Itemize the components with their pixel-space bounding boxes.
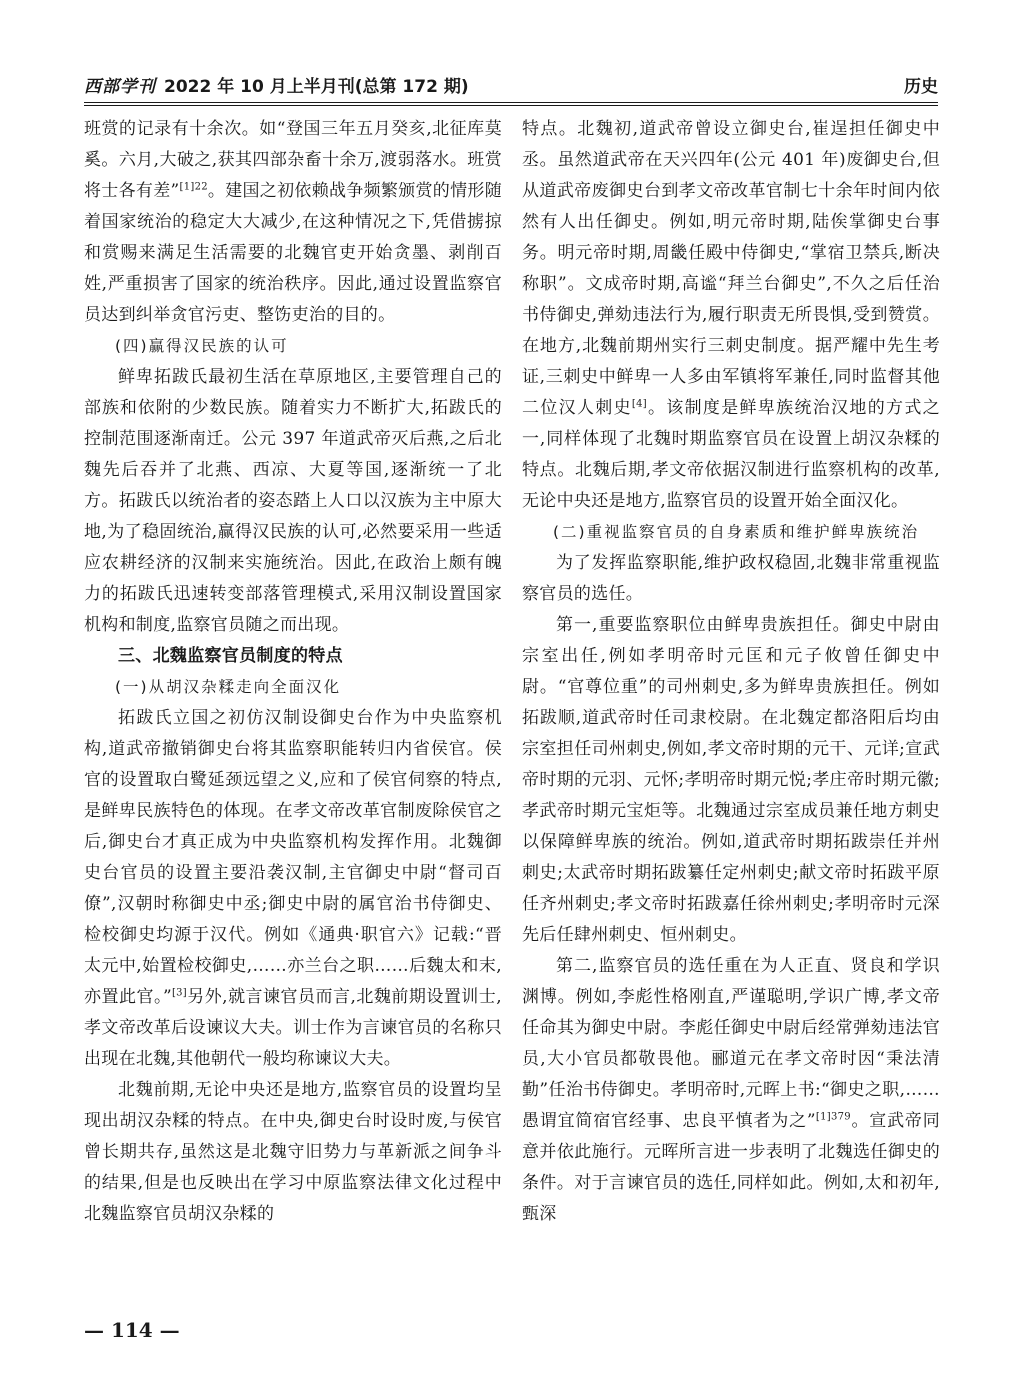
left-column [84,114,502,1334]
paragraph [84,1075,502,1230]
running-header [84,72,938,98]
paragraph-text-after-ref: 。宣武帝同意并依此施行。元晖所言进一步表明了北魏选任御史的条件。对于言谏官员的选任,同样如此。例如,太和初年,甄深 [522,1111,940,1224]
paragraph-text-after-ref: 另外,就言谏官员而言,北魏前期设置训士,孝文帝改革后设谏议大夫。训士作为言谏官员的名称只出现在北魏,其他朝代一般均称谏议大夫。 [84,987,502,1069]
paragraph-text: 特点。北魏初,道武帝曾设立御史台,崔逞担任御史中丞。虽然道武帝在天兴四年(公元 401 年)废御史台,但从道武帝废御史台到孝文帝改革官制七十余年时间内依然有人出任御史。例如,明元帝时期,陆俟掌御史台事务。明元帝时期,周畿任殿中侍御史,“掌宿卫禁兵,断决称职”。文成帝时期,高谧“拜兰台御史”,不久之后任治书侍御史,弹劾违法行为,履行职责无所畏惧,受到赞赏。在地方,北魏前期州实行三刺史制度。据严耀中先生考证,三刺史中鲜卑一人多由军镇将军兼任,同时监督其他二位汉人刺史 [522,119,940,418]
paragraph-text: (一)从胡汉杂糅走向全面汉化 [115,678,342,696]
paragraph-text: 第二,监察官员的选任重在为人正直、贤良和学识渊博。例如,李彪性格刚直,严谨聪明,学识广博,孝文帝任命其为御史中尉。李彪任御史中尉后经常弹劾违法官员,大小官员都敬畏他。郦道元在孝文帝时因“秉法清勤”任治书侍御史。孝明帝时,元晖上书:“御史之职,……愚谓宜简宿官经事、忠良平慎者为之” [522,956,940,1131]
journal-logo: 西部学刊 [84,77,156,97]
subsection-heading [84,672,502,703]
issue-label: 2022 年 10 月上半月刊(总第 172 期) [164,77,469,97]
paragraph-continued [84,114,502,331]
paragraph [522,548,940,610]
paragraph [84,362,502,641]
citation-ref: [4] [631,398,647,410]
right-column [522,114,940,1334]
page-number: — 114 — [84,1318,180,1342]
paragraph-text: 为了发挥监察职能,维护政权稳固,北魏非常重视监察官员的选任。 [522,553,940,604]
paragraph-text: (四)赢得汉民族的认可 [115,337,289,355]
paragraph-text-after-ref: 。该制度是鲜卑族统治汉地的方式之一,同样体现了北魏时期监察官员在设置上胡汉杂糅的特点。北魏后期,孝文帝依据汉制进行监察机构的改革,无论中央还是地方,监察官员的设置开始全面汉化。 [522,398,940,511]
section-label: 历史 [904,77,938,97]
paragraph-continued [522,114,940,517]
section-heading [84,641,502,672]
paragraph-text: 班赏的记录有十余次。如“登国三年五月癸亥,北征库莫奚。六月,大破之,获其四部杂畜十余万,渡弱落水。班赏将士各有差” [84,119,502,201]
paragraph [84,703,502,1075]
paragraph-text-after-ref: 。建国之初依赖战争频繁颁赏的情形随着国家统治的稳定大大减少,在这种情况之下,凭借掳掠和赏赐来满足生活需要的北魏官吏开始贪墨、剥削百姓,严重损害了国家的统治秩序。因此,通过设置监察官员达到纠举贪官污吏、整饬吏治的目的。 [84,181,502,325]
paragraph [522,610,940,951]
paragraph-text: 鲜卑拓跋氏最初生活在草原地区,主要管理自己的部族和依附的少数民族。随着实力不断扩大,拓跋氏的控制范围逐渐南迁。公元 397 年道武帝灭后燕,之后北魏先后吞并了北燕、西凉、大夏等国,逐渐统一了北方。拓跋氏以统治者的姿态踏上人口以汉族为主中原大地,为了稳固统治,赢得汉民族的认可,必然要采用一些适应农耕经济的汉制来实施统治。因此,在政治上颇有魄力的拓跋氏迅速转变部落管理模式,采用汉制设置国家机构和制度,监察官员随之而出现。 [84,367,502,635]
citation-ref: [1]379 [815,1111,851,1123]
paragraph-text: (二)重视监察官员的自身素质和维护鲜卑族统治 [553,523,920,541]
subsection-heading [522,517,940,548]
paragraph-text: 三、北魏监察官员制度的特点 [118,646,343,666]
header-rule [84,102,938,103]
paragraph-text: 北魏前期,无论中央还是地方,监察官员的设置均呈现出胡汉杂糅的特点。在中央,御史台时设时废,与侯官曾长期共存,虽然这是北魏守旧势力与革新派之间争斗的结果,但是也反映出在学习中原监察法律文化过程中北魏监察官员胡汉杂糅的 [84,1080,502,1224]
paragraph-text: 第一,重要监察职位由鲜卑贵族担任。御史中尉由宗室出任,例如孝明帝时元匡和元子攸曾任御史中尉。“官尊位重”的司州刺史,多为鲜卑贵族担任。例如拓跋顺,道武帝时任司隶校尉。在北魏定都洛阳后均由宗室担任司州刺史,例如,孝文帝时期的元干、元详;宣武帝时期的元羽、元怀;孝明帝时期元悦;孝庄帝时期元徽;孝武帝时期元宝炬等。北魏通过宗室成员兼任地方刺史以保障鲜卑族的统治。例如,道武帝时期拓跋崇任并州刺史;太武帝时期拓跋纂任定州刺史;献文帝时拓跋平原任齐州刺史;孝文帝时拓跋嘉任徐州刺史;孝明帝时元深先后任肆州刺史、恒州刺史。 [522,615,940,945]
subsection-heading [84,331,502,362]
paragraph [522,951,940,1230]
header-rule-thin [84,105,938,106]
citation-ref: [1]22 [179,181,208,193]
citation-ref: [3] [171,987,188,999]
paragraph-text: 拓跋氏立国之初仿汉制设御史台作为中央监察机构,道武帝撤销御史台将其监察职能转归内省侯官。侯官的设置取白鹭延颈远望之义,应和了侯官伺察的特点,是鲜卑民族特色的体现。在孝文帝改革官制废除侯官之后,御史台才真正成为中央监察机构发挥作用。北魏御史台官员的设置主要沿袭汉制,主官御史中尉“督司百僚”,汉朝时称御史中丞;御史中尉的属官治书侍御史、检校御史均源于汉代。例如《通典·职官六》记载:“晋太元中,始置检校御史,……亦兰台之职……后魏太和末,亦置此官。” [84,708,502,1007]
